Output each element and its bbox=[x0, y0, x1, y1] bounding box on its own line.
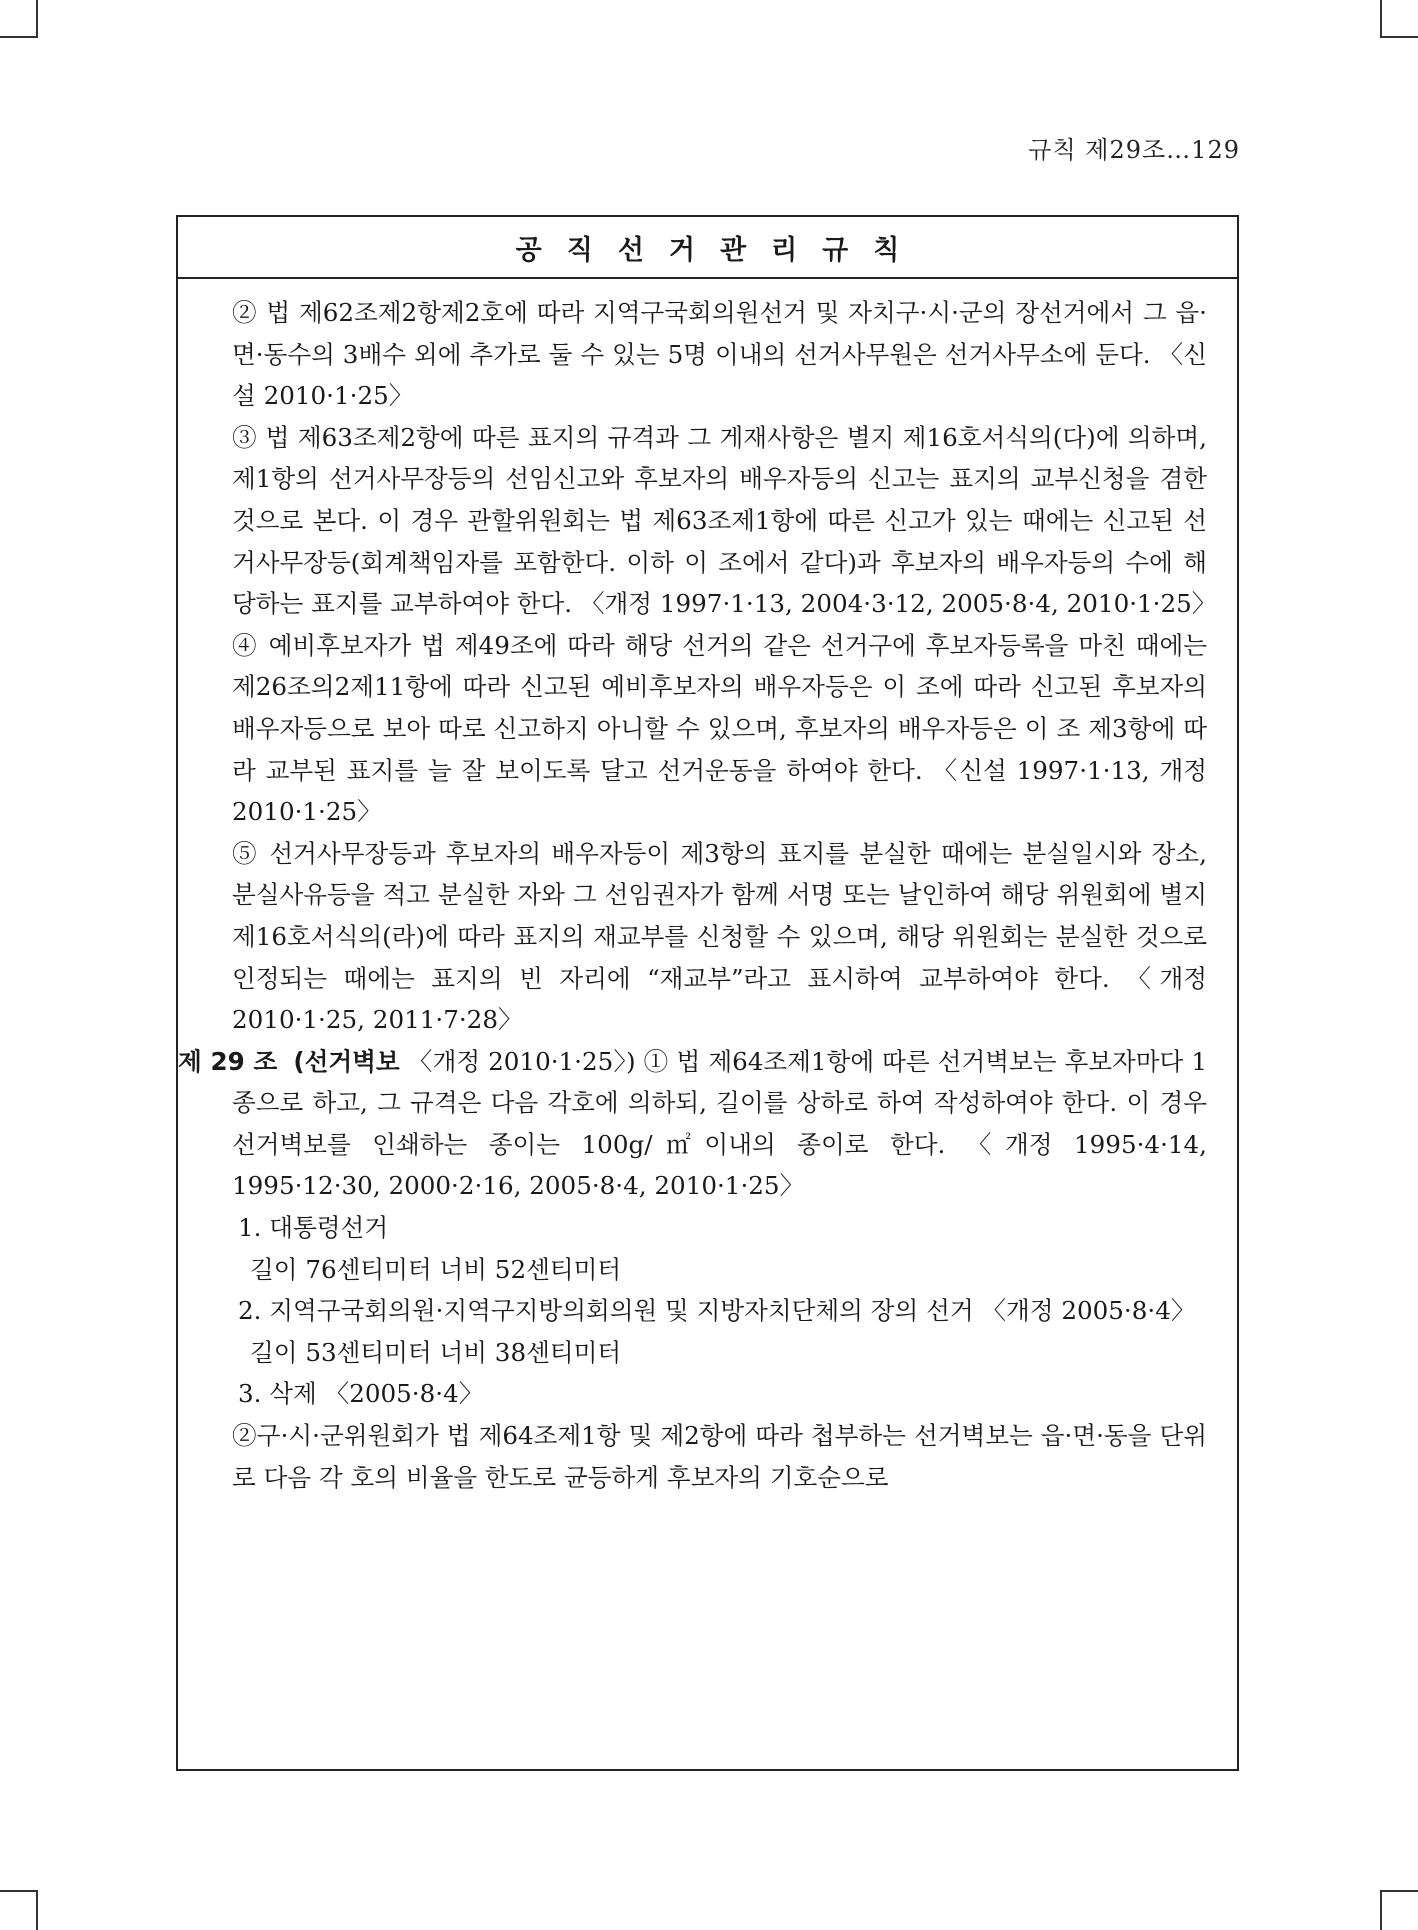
crop-mark bbox=[36, 0, 38, 38]
article-caption: (선거벽보 bbox=[293, 1046, 400, 1076]
list-item-title: 3. 삭제 〈2005·8·4〉 bbox=[238, 1379, 484, 1409]
crop-mark bbox=[0, 1890, 38, 1892]
article-29 bbox=[178, 1041, 1215, 1207]
crop-mark bbox=[1380, 1890, 1418, 1892]
paragraph-5: ⑤ 선거사무장등과 후보자의 배우자등이 제3항의 표지를 분실한 때에는 분실일시와 장소, 분실사유등을 적고 분실한 자와 그 선임권자가 함께 서명 또는 날인하여 해당 위원회에 별지 제16호서식의(라)에 따라 표지의 재교부를 신청할 수 있으며, 해당 위원회는 분실한 것으로 인정되는 때에는 표지의 빈 자리에 “재교부”라고 표시하여 교부하여야 한다. 〈개정 2010·1·25, 2011·7·28〉 bbox=[232, 838, 1215, 1035]
article-label: 제 29 조 bbox=[178, 1046, 278, 1076]
crop-mark bbox=[0, 36, 38, 38]
article-text: 〈개정 2010·1·25〉) ① 법 제64조제1항에 따른 선거벽보는 후보자마다 1종으로 하고, 그 규격은 다음 각호에 의하되, 길이를 상하로 하여 작성하여야 한다. 이 경우 선거벽보를 인쇄하는 종이는 100g/㎡이내의 종이로 한다. 〈개정 1995·4·14, 1995·12·30, 2000·2·16, 2005·8·4, 2010·1·25〉 bbox=[232, 1046, 1215, 1201]
list-item-desc: 길이 76센티미터 너비 52센티미터 bbox=[250, 1254, 622, 1284]
page-header: 규칙 제29조…129 bbox=[1028, 136, 1240, 164]
crop-mark bbox=[1380, 0, 1382, 38]
box-content bbox=[178, 292, 1237, 1498]
list-item-desc: 길이 53센티미터 너비 38센티미터 bbox=[250, 1337, 622, 1367]
crop-mark bbox=[36, 1892, 38, 1930]
closing-paragraph: ②구·시·군위원회가 법 제64조제1항 및 제2항에 따라 첩부하는 선거벽보는 읍·면·동을 단위로 다음 각 호의 비율을 한도로 균등하게 후보자의 기호순으로 bbox=[232, 1421, 1207, 1492]
paragraph-2: ② 법 제62조제2항제2호에 따라 지역구국회의원선거 및 자치구·시·군의 장선거에서 그 읍·면·동수의 3배수 외에 추가로 둘 수 있는 5명 이내의 선거사무원은 선거사무소에 둔다. 〈신설 2010·1·25〉 bbox=[232, 298, 1207, 411]
list-item-title: 2. 지역구국회의원·지역구지방의회의원 및 지방자치단체의 장의 선거 〈개정 2005·8·4〉 bbox=[238, 1296, 1196, 1326]
paragraph-3: ③ 법 제63조제2항에 따른 표지의 규격과 그 게재사항은 별지 제16호서식의(다)에 의하며, 제1항의 선거사무장등의 선임신고와 후보자의 배우자등의 신고는 표지의 교부신청을 겸한 것으로 본다. 이 경우 관할위원회는 법 제63조제1항에 따른 신고가 있는 때에는 신고된 선거사무장등(회계책임자를 포함한다. 이하 이 조에서 같다)과 후보자의 배우자등의 수에 해당하는 표지를 교부하여야 한다. 〈개정 1997·1·13, 2004·3·12, 2005·8·4, 2010·1·25〉 bbox=[232, 422, 1217, 619]
rules-box bbox=[176, 215, 1239, 1771]
list-item-title: 1. 대통령선거 bbox=[238, 1213, 389, 1243]
box-title: 공직선거관리규칙 bbox=[178, 217, 1237, 279]
crop-mark bbox=[1380, 36, 1418, 38]
paragraph-4: ④ 예비후보자가 법 제49조에 따라 해당 선거의 같은 선거구에 후보자등록을 마친 때에는 제26조의2제11항에 따라 신고된 예비후보자의 배우자등은 이 조에 따라 신고된 후보자의 배우자등으로 보아 따로 신고하지 아니할 수 있으며, 후보자의 배우자등은 이 조 제3항에 따라 교부된 표지를 늘 잘 보이도록 달고 선거운동을 하여야 한다. 〈신설 1997·1·13, 개정 2010·1·25〉 bbox=[232, 630, 1215, 827]
crop-mark bbox=[1380, 1892, 1382, 1930]
